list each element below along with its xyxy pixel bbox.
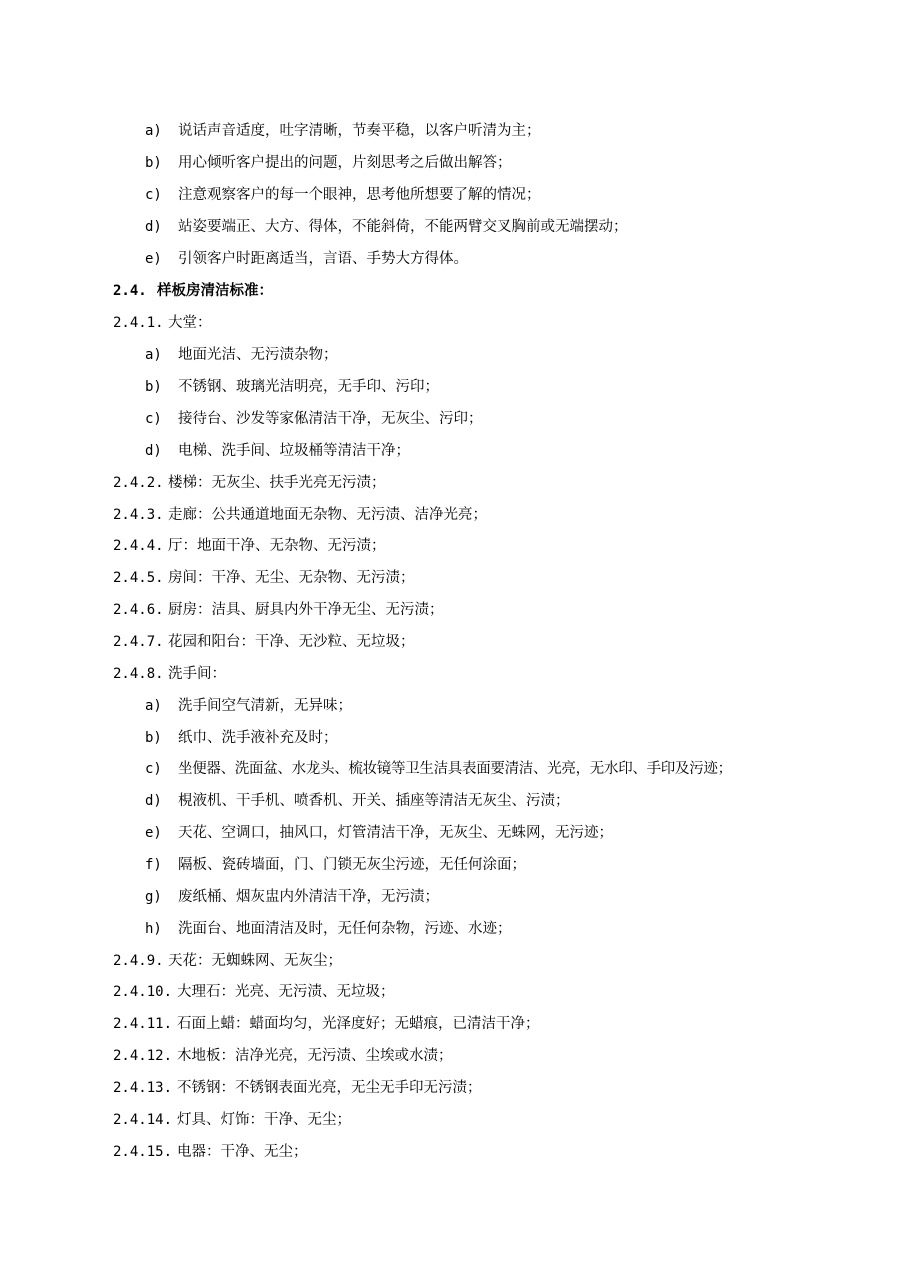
subsection-text: 木地板：洁净光亮，无污渍、尘埃或水渍； bbox=[177, 1048, 453, 1064]
subsection-text: 走廊：公共通道地面无杂物、无污渍、洁净光亮； bbox=[168, 507, 487, 523]
list-item-text: 不锈钢、玻璃光洁明亮，无手印、污印； bbox=[178, 379, 439, 395]
list-marker: b) bbox=[145, 379, 162, 395]
subsection-text: 灯具、灯饰：干净、无尘； bbox=[177, 1112, 351, 1128]
subsection-text: 花园和阳台：干净、无沙粒、无垃圾； bbox=[168, 634, 415, 650]
list-item-text: 引领客户时距离适当，言语、手势大方得体。 bbox=[178, 251, 468, 267]
list-item-text: 废纸桶、烟灰盅内外清洁干净，无污渍； bbox=[178, 889, 439, 905]
subsection-number: 2.4.15. bbox=[113, 1144, 173, 1160]
list-marker: f) bbox=[145, 857, 162, 873]
subsection-number: 2.4.9. bbox=[113, 953, 164, 969]
list-item-text: 洗手间空气清新，无异味； bbox=[178, 698, 352, 714]
subsection-number: 2.4.3. bbox=[113, 507, 164, 523]
list-item-text: 电梯、洗手间、垃圾桶等清洁干净； bbox=[178, 443, 410, 459]
subsection-text: 电器：干净、无尘； bbox=[177, 1144, 308, 1160]
list-marker: e) bbox=[145, 825, 162, 841]
list-item-text: 说话声音适度，吐字清晰，节奏平稳，以客户听清为主； bbox=[178, 123, 541, 139]
subsection-text: 石面上蜡：蜡面均匀，光泽度好；无蜡痕，已清洁干净； bbox=[177, 1016, 540, 1032]
list-marker: h) bbox=[145, 921, 162, 937]
subsection-number: 2.4.6. bbox=[113, 602, 164, 618]
list-item-text: 站姿要端正、大方、得体，不能斜倚，不能两臂交叉胸前或无端摆动； bbox=[178, 219, 628, 235]
subsection-number: 2.4.1. bbox=[113, 315, 164, 331]
subsection-text: 大理石：光亮、无污渍、无垃圾； bbox=[177, 984, 395, 1000]
subsection-text: 天花：无蜘蛛网、无灰尘； bbox=[168, 953, 342, 969]
subsection-number: 2.4.14. bbox=[113, 1112, 173, 1128]
section-number: 2.4. bbox=[113, 283, 147, 299]
list-item-text: 天花、空调口，抽风口，灯管清洁干净，无灰尘、无蛛网，无污迹； bbox=[178, 825, 613, 841]
subsection-text: 厅：地面干净、无杂物、无污渍； bbox=[168, 538, 386, 554]
subsection-text: 不锈钢：不锈钢表面光亮，无尘无手印无污渍； bbox=[177, 1080, 482, 1096]
subsection-text: 房间：干净、无尘、无杂物、无污渍； bbox=[168, 570, 415, 586]
list-marker: d) bbox=[145, 219, 162, 235]
subsection-number: 2.4.13. bbox=[113, 1080, 173, 1096]
list-marker: c) bbox=[145, 761, 162, 777]
section-title: 样板房清洁标准： bbox=[157, 283, 273, 299]
subsection-text: 厨房：洁具、厨具内外干净无尘、无污渍； bbox=[168, 602, 444, 618]
list-item-text: 洗面台、地面清洁及时，无任何杂物，污迹、水迹； bbox=[178, 921, 512, 937]
list-marker: b) bbox=[145, 155, 162, 171]
list-item-text: 梘液机、干手机、喷香机、开关、插座等清洁无灰尘、污渍； bbox=[178, 793, 570, 809]
subsection-number: 2.4.10. bbox=[113, 984, 173, 1000]
list-marker: c) bbox=[145, 187, 162, 203]
list-item-text: 注意观察客户的每一个眼神，思考他所想要了解的情况； bbox=[178, 187, 541, 203]
list-marker: b) bbox=[145, 730, 162, 746]
list-marker: a) bbox=[145, 123, 162, 139]
list-item-text: 隔板、瓷砖墙面，门、门锁无灰尘污迹，无任何涂面； bbox=[178, 857, 526, 873]
list-item-text: 地面光洁、无污渍杂物； bbox=[178, 347, 338, 363]
list-marker: d) bbox=[145, 793, 162, 809]
list-marker: g) bbox=[145, 889, 162, 905]
list-item-text: 坐便器、洗面盆、水龙头、梳妆镜等卫生洁具表面要清洁、光亮，无水印、手印及污迹； bbox=[178, 761, 732, 777]
list-marker: d) bbox=[145, 443, 162, 459]
subsection-number: 2.4.5. bbox=[113, 570, 164, 586]
subsection-text: 洗手间： bbox=[168, 666, 226, 682]
list-item-text: 用心倾听客户提出的问题，片刻思考之后做出解答； bbox=[178, 155, 512, 171]
subsection-text: 大堂： bbox=[168, 315, 212, 331]
list-marker: c) bbox=[145, 411, 162, 427]
list-marker: e) bbox=[145, 251, 162, 267]
subsection-text: 楼梯：无灰尘、扶手光亮无污渍； bbox=[168, 475, 386, 491]
subsection-number: 2.4.7. bbox=[113, 634, 164, 650]
list-marker: a) bbox=[145, 698, 162, 714]
subsection-number: 2.4.12. bbox=[113, 1048, 173, 1064]
list-marker: a) bbox=[145, 347, 162, 363]
subsection-number: 2.4.4. bbox=[113, 538, 164, 554]
subsection-number: 2.4.11. bbox=[113, 1016, 173, 1032]
list-item-text: 纸巾、洗手液补充及时； bbox=[178, 730, 338, 746]
list-item-text: 接待台、沙发等家俬清洁干净，无灰尘、污印； bbox=[178, 411, 483, 427]
subsection-number: 2.4.2. bbox=[113, 475, 164, 491]
subsection-number: 2.4.8. bbox=[113, 666, 164, 682]
